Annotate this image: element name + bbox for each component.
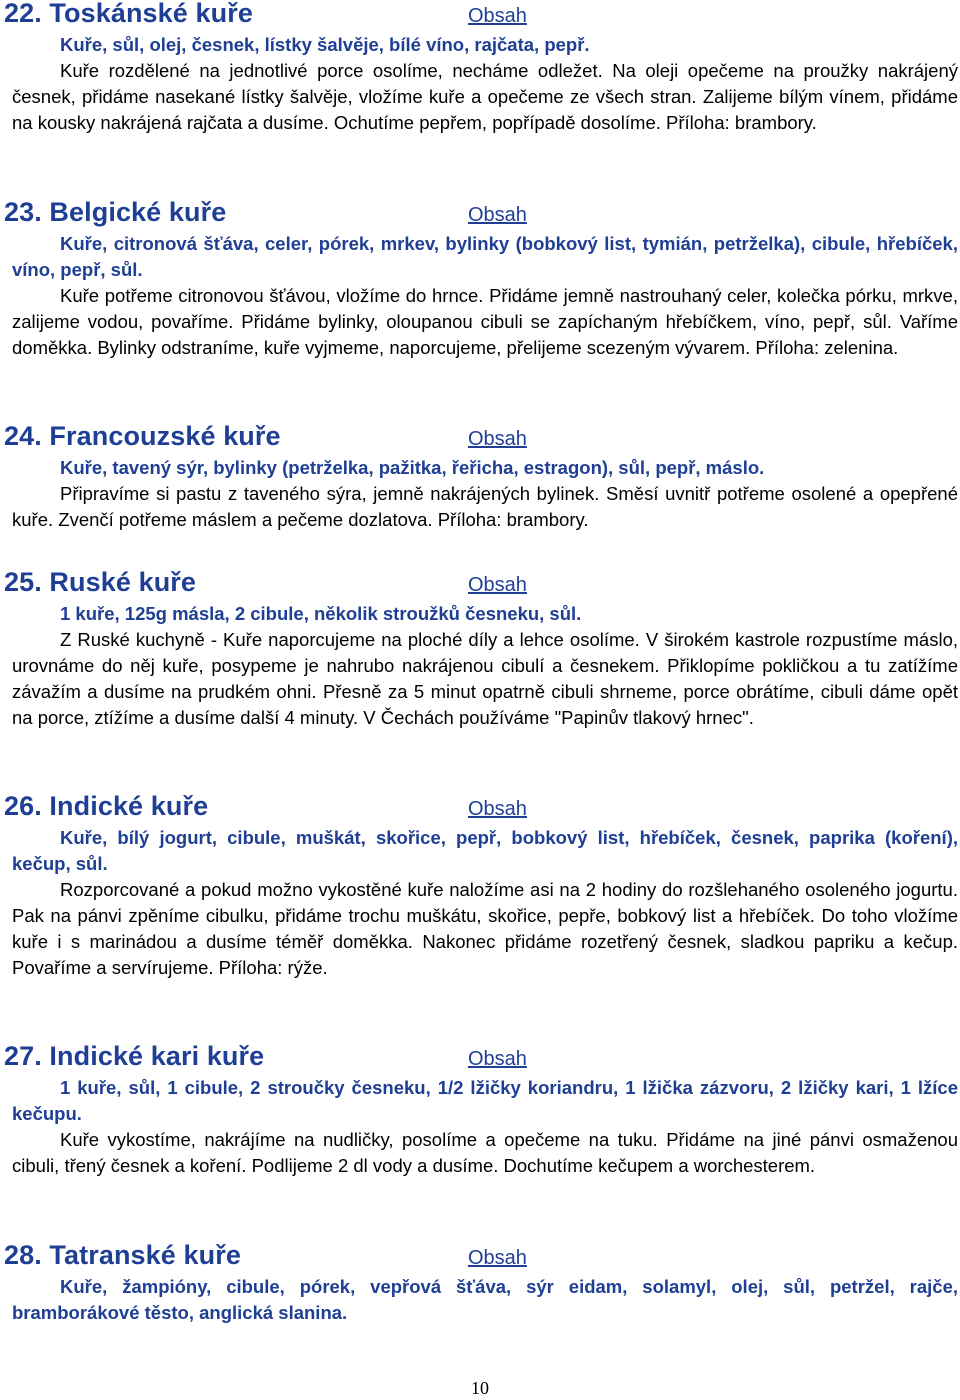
obsah-link[interactable]: Obsah [468,204,527,226]
recipe-header [4,197,958,231]
recipe-instructions: Rozporcované a pokud možno vykostěné kuře naložíme asi na 2 hodiny do rozšlehaného osoleného jogurtu. Pak na pánvi zpěníme cibulku, přidáme trochu muškátu, skořice, pepře, bobkový list a hřebíček. Do toho vložíme kuře i s marinádou a dusíme téměř doměkka. Nakonec přidáme rozetřený česnek, sladkou papriku a kečup. Povaříme a servírujeme. Příloha: rýže. [12,879,958,978]
recipe-header [4,1240,958,1274]
recipe-title: 25. Ruské kuře [4,567,197,597]
obsah-link[interactable]: Obsah [468,574,527,596]
recipe-title: 24. Francouzské kuře [4,421,281,451]
recipe-header [4,421,958,455]
recipe-ingredients: Kuře, sůl, olej, česnek, lístky šalvěje, bílé víno, rajčata, pepř. [60,34,590,55]
obsah-link[interactable]: Obsah [468,428,527,450]
recipe-title: 23. Belgické kuře [4,197,227,227]
recipe-instructions: Kuře potřeme citronovou šťávou, vložíme do hrnce. Přidáme jemně nastrouhaný celer, kolečka pórku, mrkve, zalijeme vodou, povaříme. Přidáme bylinky, oloupanou cibuli se zapíchaným hřebíčkem, víno, pepř, sůl. Vaříme doměkka. Bylinky odstraníme, kuře vyjmeme, naporcujeme, přelijeme scezeným vývarem. Příloha: zelenina. [12,285,958,358]
recipe-26 [4,791,958,981]
recipe-title: 26. Indické kuře [4,791,209,821]
recipe-header [4,1041,958,1075]
page-number: 10 [471,1378,489,1398]
recipe-ingredients: Kuře, bílý jogurt, cibule, muškát, skořice, pepř, bobkový list, hřebíček, česnek, paprika (koření), kečup, sůl. [12,827,958,874]
obsah-link[interactable]: Obsah [468,1247,527,1269]
recipe-title: 27. Indické kari kuře [4,1041,265,1071]
recipe-instructions: Kuře vykostíme, nakrájíme na nudličky, posolíme a opečeme na tuku. Přidáme na jiné pánvi osmaženou cibuli, třený česnek a koření. Podlijeme 2 dl vody a dusíme. Dochutíme kečupem a worchesterem. [12,1129,958,1176]
recipe-22 [4,0,958,136]
recipe-25 [4,567,958,731]
recipe-instructions: Z Ruské kuchyně - Kuře naporcujeme na ploché díly a lehce osolíme. V širokém kastrole rozpustíme máslo, urovnáme do něj kuře, posypeme je nahrubo nakrájenou cibulí a česnekem. Přiklopíme pokličkou a tu zatížíme závažím a dusíme na prudkém ohni. Přesně za 5 minut opatrně cibuli shrneme, porce obrátíme, cibuli dáme opět na porce, ztížíme a dusíme další 4 minuty. V Čechách používáme "Papinův tlakový hrnec". [12,629,958,728]
recipe-ingredients: 1 kuře, 125g másla, 2 cibule, několik stroužků česneku, sůl. [60,603,582,624]
recipe-instructions: Připravíme si pastu z taveného sýra, jemně nakrájených bylinek. Směsí uvnitř potřeme osolené a opepřené kuře. Zvenčí potřeme máslem a pečeme dozlatova. Příloha: brambory. [12,483,958,530]
recipe-title: 28. Tatranské kuře [4,1240,241,1270]
recipe-ingredients: Kuře, citronová šťáva, celer, pórek, mrkev, bylinky (bobkový list, tymián, petrželka), cibule, hřebíček, víno, pepř, sůl. [12,233,958,280]
recipe-instructions: Kuře rozdělené na jednotlivé porce osolíme, necháme odležet. Na oleji opečeme na proužky nakrájený česnek, přidáme nasekané lístky šalvěje, vložíme kuře a opečeme ze všech stran. Zalijeme bílým vínem, přidáme na kousky nakrájená rajčata a dusíme. Ochutíme pepřem, popřípadě dosolíme. Příloha: brambory. [12,60,958,133]
recipe-ingredients: Kuře, tavený sýr, bylinky (petrželka, pažitka, řeřicha, estragon), sůl, pepř, máslo. [60,457,765,478]
obsah-link[interactable]: Obsah [468,1048,527,1070]
recipe-23 [4,197,958,361]
recipe-24 [4,421,958,533]
obsah-link[interactable]: Obsah [468,798,527,820]
recipe-27 [4,1041,958,1179]
recipe-ingredients: Kuře, žampióny, cibule, pórek, vepřová šťáva, sýr eidam, solamyl, olej, sůl, petržel, rajče, bramborákové těsto, anglická slanina. [12,1276,958,1323]
obsah-link[interactable]: Obsah [468,5,527,27]
recipe-header [4,791,958,825]
recipe-ingredients: 1 kuře, sůl, 1 cibule, 2 stroučky česneku, 1/2 lžičky koriandru, 1 lžička zázvoru, 2 lžičky kari, 1 lžíce kečupu. [12,1077,958,1124]
recipe-title: 22. Toskánské kuře [4,0,253,28]
recipe-header [4,0,958,32]
recipe-28 [4,1240,958,1326]
recipe-header [4,567,958,601]
